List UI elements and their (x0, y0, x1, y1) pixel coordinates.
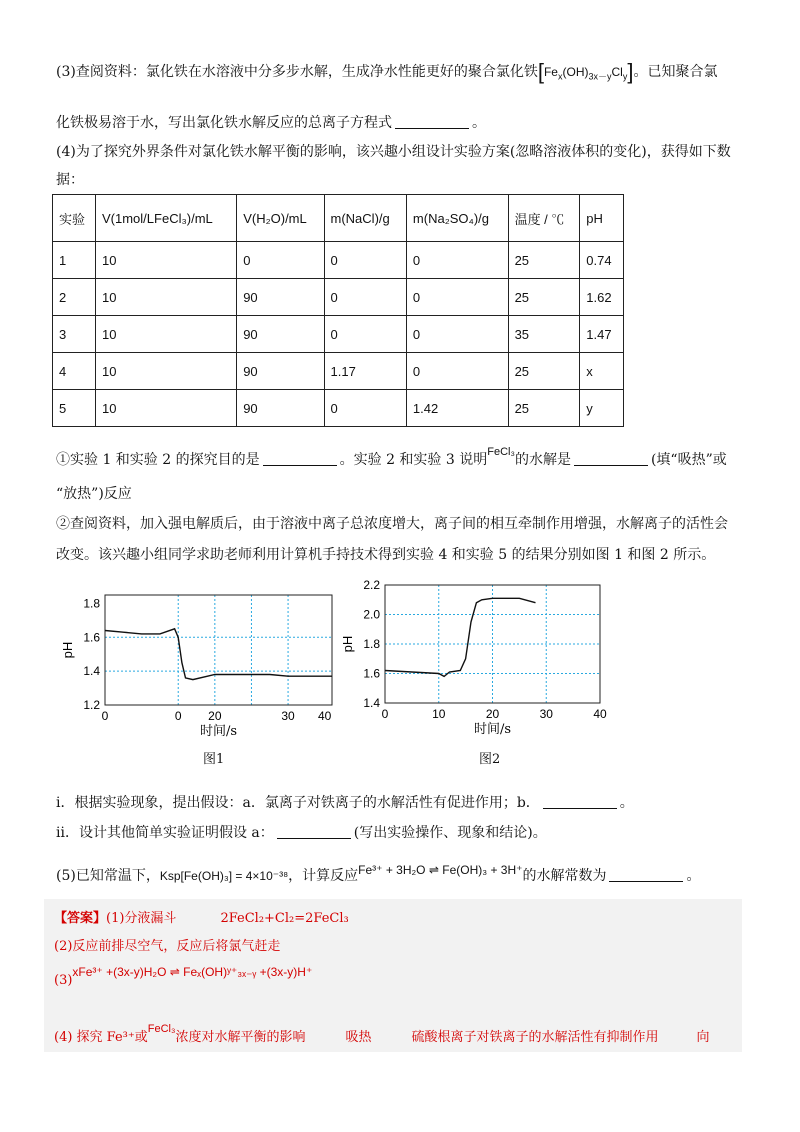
polymer-hydrolysis-equation: xFe³⁺ +(3x-y)H₂O ⇌ Feₓ(OH)ʸ⁺₃ₓ₋ᵧ +(3x-y)H⁺ (72, 965, 313, 979)
q4-line-2: 据： (56, 172, 84, 188)
figure-2-chart (340, 575, 630, 760)
q4-sub2-line-1: ②查阅资料，加入强电解质后，由于溶液中离子总浓度增大，离子间的相互牵制作用增强，水解离子的活性会 (56, 516, 728, 532)
table-header-row (53, 195, 624, 242)
series-line (105, 629, 332, 680)
table-cell: 2 (53, 279, 96, 316)
table-cell: y (580, 390, 624, 427)
table-row (53, 316, 624, 353)
q3-suffix: 。已知聚合氯 (633, 64, 718, 80)
x-tick-label: 30 (281, 709, 295, 723)
y-tick-label: 1.6 (363, 666, 380, 681)
y-tick-label: 1.4 (83, 664, 100, 679)
table-cell: 10 (96, 316, 237, 353)
table-row (53, 242, 624, 279)
table-cell: 0 (406, 353, 508, 390)
table-cell: 1.47 (580, 316, 624, 353)
fecl3-formula: FeCl₃ (487, 446, 515, 458)
table-cell: 4 (53, 353, 96, 390)
table-cell: 5 (53, 390, 96, 427)
x-axis-label: 时间/s (199, 724, 238, 739)
q3-line-1 (56, 59, 744, 86)
x-tick-label: 0 (101, 709, 109, 723)
answer-section (44, 899, 742, 1052)
x-tick-label: 10 (432, 707, 446, 721)
answer-line-1: 【答案】(1)分液漏斗 2FeCl₂+Cl₂=2FeCl₃ (54, 911, 349, 926)
table-cell: 0.74 (580, 242, 624, 279)
table-row (53, 353, 624, 390)
x-tick-label: 0 (381, 707, 389, 721)
figure-2-caption: 图2 (479, 752, 501, 767)
table-header-cell: m(Na₂SO₄)/g (406, 195, 508, 242)
table-cell: 10 (96, 279, 237, 316)
table-cell: 1.42 (406, 390, 508, 427)
answer-blank (277, 824, 351, 839)
y-tick-label: 2.0 (363, 607, 380, 622)
table-cell: 10 (96, 390, 237, 427)
answer-blank (263, 451, 337, 466)
y-tick-label: 1.2 (83, 698, 100, 712)
y-tick-label: 1.8 (363, 637, 380, 651)
table-cell: 90 (237, 353, 324, 390)
table-cell: 90 (237, 279, 324, 316)
table-cell: 0 (324, 279, 406, 316)
table-header-cell: 实验 (53, 195, 96, 242)
x-axis-label: 时间/s (473, 722, 512, 737)
table-header-cell: 温度 / ℃ (508, 195, 580, 242)
table-cell: 3 (53, 316, 96, 353)
table-cell: 0 (324, 242, 406, 279)
table-row (53, 390, 624, 427)
q4-sub2-line-2: 改变。该兴趣小组同学求助老师利用计算机手持技术得到实验 4 和实验 5 的结果分别如图 1 和图 2 所示。 (56, 547, 716, 563)
table-cell: x (580, 353, 624, 390)
table-cell: 0 (406, 279, 508, 316)
answer-tag: 【答案】 (54, 911, 107, 926)
q4-line-1: (4)为了探究外界条件对氯化铁水解平衡的影响，该兴趣小组设计实验方案(忽略溶液体积的变化)，获得如下数 (56, 144, 731, 160)
table-cell: 25 (508, 353, 580, 390)
q3-prefix: (3)查阅资料：氯化铁在水溶液中分多步水解，生成净水性能更好的聚合氯化铁 (56, 64, 538, 80)
table-cell: 0 (406, 242, 508, 279)
table-cell: 90 (237, 316, 324, 353)
x-tick-label: 20 (208, 709, 222, 723)
x-tick-label: 30 (539, 707, 553, 721)
polymer-ferric-chloride-formula: $[Fe_x(OH)_{3x-y}Cl_y]$ (537, 59, 634, 84)
experiment-table (52, 194, 624, 427)
plot-frame (105, 595, 332, 705)
y-tick-label: 2.2 (363, 578, 380, 592)
figure-1-chart (60, 580, 350, 760)
y-axis-label: pH (60, 641, 75, 659)
table-cell: 10 (96, 353, 237, 390)
answer-line-4: (4) 探究 Fe³⁺或$^{FeCl_3}$浓度对水解平衡的影响 吸热 硫酸根离子对铁离子的水解活性有抑制作用 向 (54, 1023, 710, 1045)
series-line (385, 598, 536, 676)
answer-line-3: (3)xFe³⁺ +(3x-y)H₂O ⇌ Feₓ(OH)ʸ⁺₃ₓ₋ᵧ +(3x-y)H⁺ (54, 965, 313, 988)
answer-line-2: (2)反应前排尽空气，反应后将氯气赶走 (54, 939, 281, 954)
figure-1-caption: 图1 (203, 752, 225, 767)
table-cell: 0 (406, 316, 508, 353)
table-cell: 1.62 (580, 279, 624, 316)
q4-sub1-line-2: “放热”)反应 (56, 486, 132, 502)
hypothesis-line-2: ⅱ．设计其他简单实验证明假设 a： (写出实验操作、现象和结论)。 (56, 825, 547, 841)
ksp-formula: Ksp[Fe(OH)₃] = 4×10⁻³⁸ (159, 869, 289, 883)
answer-blank (574, 451, 648, 466)
table-cell: 35 (508, 316, 580, 353)
table-header-cell: pH (580, 195, 624, 242)
y-axis-label: pH (340, 635, 355, 653)
q4-sub1-line-1: ①实验 1 和实验 2 的探究目的是 。实验 2 和实验 3 说明$^{FeCl_3}$的水解是 (填“吸热”或 (56, 446, 727, 468)
table-cell: 90 (237, 390, 324, 427)
hypothesis-line-1: ⅰ．根据实验现象，提出假设：a．氯离子对铁离子的水解活性有促进作用；b． 。 (56, 795, 634, 811)
answer-blank (543, 794, 617, 809)
table-cell: 1.17 (324, 353, 406, 390)
hydrolysis-reaction-formula: Fe³⁺ + 3H₂O ⇌ Fe(OH)₃ + 3H⁺ (358, 863, 523, 877)
table-header-cell: V(H₂O)/mL (237, 195, 324, 242)
answer-blank (609, 867, 683, 882)
y-tick-label: 1.4 (363, 696, 380, 710)
table-cell: 0 (324, 316, 406, 353)
answer-blank (395, 114, 469, 129)
x-tick-label: 20 (485, 707, 500, 721)
table-cell: 1 (53, 242, 96, 279)
table-header-cell: m(NaCl)/g (324, 195, 406, 242)
q5-line: (5)已知常温下，Ksp[Fe(OH)₃] = 4×10⁻³⁸，计算反应Fe³⁺ + 3H₂O ⇌ Fe(OH)₃ + 3H⁺的水解常数为 。 (56, 863, 701, 884)
table-cell: 25 (508, 390, 580, 427)
table-header-cell: V(1mol/LFeCl₃)/mL (96, 195, 237, 242)
table-cell: 0 (324, 390, 406, 427)
table-cell: 25 (508, 242, 580, 279)
table-cell: 0 (237, 242, 324, 279)
y-tick-label: 1.6 (83, 630, 100, 645)
table-row (53, 279, 624, 316)
x-tick-label: 0 (174, 709, 182, 723)
table-cell: 10 (96, 242, 237, 279)
q3-line-2: 化铁极易溶于水，写出氯化铁水解反应的总离子方程式 。 (56, 115, 486, 131)
y-tick-label: 1.8 (83, 596, 100, 611)
table-cell: 25 (508, 279, 580, 316)
x-tick-label: 40 (593, 707, 607, 721)
x-tick-label: 40 (317, 709, 332, 723)
